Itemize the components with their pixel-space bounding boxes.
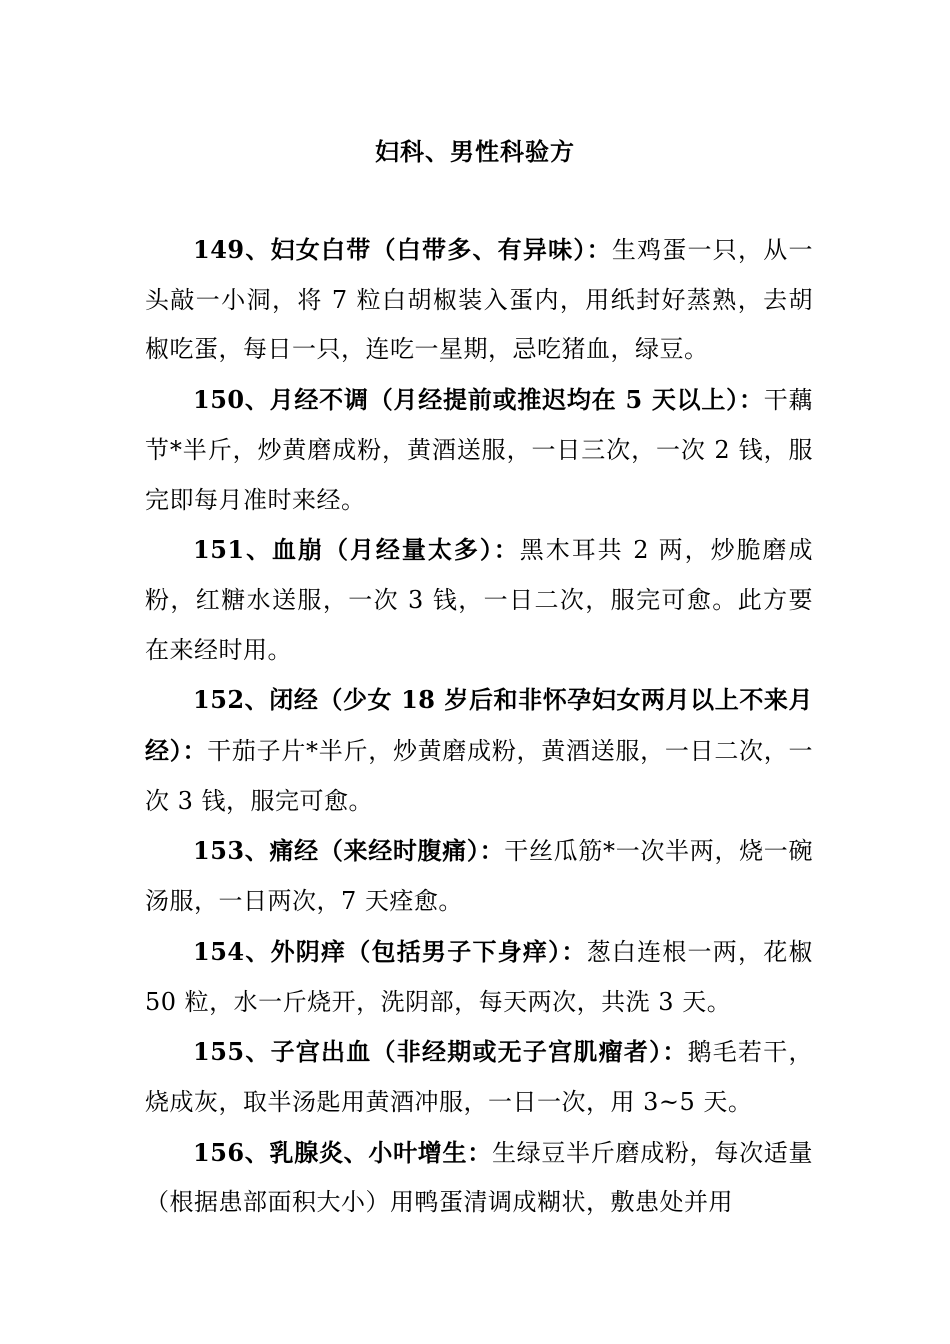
remedy-entry-155: [145, 1027, 813, 1127]
remedy-entry-149: [145, 225, 813, 375]
entry-text: 葱白连根一两，花椒 50 粒，水一斤烧开，洗阴部，每天两次，共洗 3 天。: [145, 937, 813, 1016]
entry-heading: 149、妇女白带（白带多、有异味）：: [193, 235, 612, 264]
entry-heading: 156、乳腺炎、小叶增生：: [193, 1137, 492, 1167]
remedy-entry-156: [145, 1128, 813, 1228]
remedy-entry-153: [145, 826, 813, 926]
document-body: [145, 225, 813, 1228]
page-title: 妇科、男性科验方: [375, 137, 575, 166]
entry-heading: 153、痛经（来经时腹痛）：: [193, 836, 505, 866]
entry-text: 鹅毛若干，烧成灰，取半汤匙用黄酒冲服，一日一次，用 3~5 天。: [145, 1038, 813, 1116]
remedy-entry-150: [145, 375, 813, 525]
entry-text: 黑木耳共 2 两，炒脆磨成粉，红糖水送服，一次 3 钱，一日二次，服完可愈。此方要在来经时用。: [145, 536, 813, 664]
entry-text: 干茄子片*半斤，炒黄磨成粉，黄酒送服，一日二次，一次 3 钱，服完可愈。: [145, 737, 814, 815]
entry-heading: 150、月经不调（月经提前或推迟均在 5 天以上）：: [193, 385, 764, 415]
entry-heading: 151、血崩（月经量太多）：: [193, 535, 520, 565]
remedy-entry-152: [145, 675, 813, 826]
entry-text: 干藕节*半斤，炒黄磨成粉，黄酒送服，一日三次，一次 2 钱，服完即每月准时来经。: [145, 386, 814, 514]
entry-heading: 154、外阴痒（包括男子下身痒）：: [193, 936, 587, 966]
entry-text: 干丝瓜筋*一次半两，烧一碗汤服，一日两次，7 天痊愈。: [145, 837, 813, 916]
entry-heading: 155、子宫出血（非经期或无子宫肌瘤者）：: [193, 1037, 688, 1067]
remedy-entry-151: [145, 525, 813, 675]
remedy-entry-154: [145, 927, 813, 1027]
entry-heading: 152、闭经（少女 18 岁后和非怀孕妇女两月以上不来月经）：: [145, 685, 813, 766]
entry-text: 生鸡蛋一只，从一头敲一小洞，将 7 粒白胡椒装入蛋内，用纸封好蒸熟，去胡椒吃蛋，每日一只，连吃一星期，忌吃猪血，绿豆。: [145, 236, 813, 364]
entry-text: 生绿豆半斤磨成粉，每次适量（根据患部面积大小）用鸭蛋清调成糊状，敷患处并用: [145, 1138, 813, 1217]
